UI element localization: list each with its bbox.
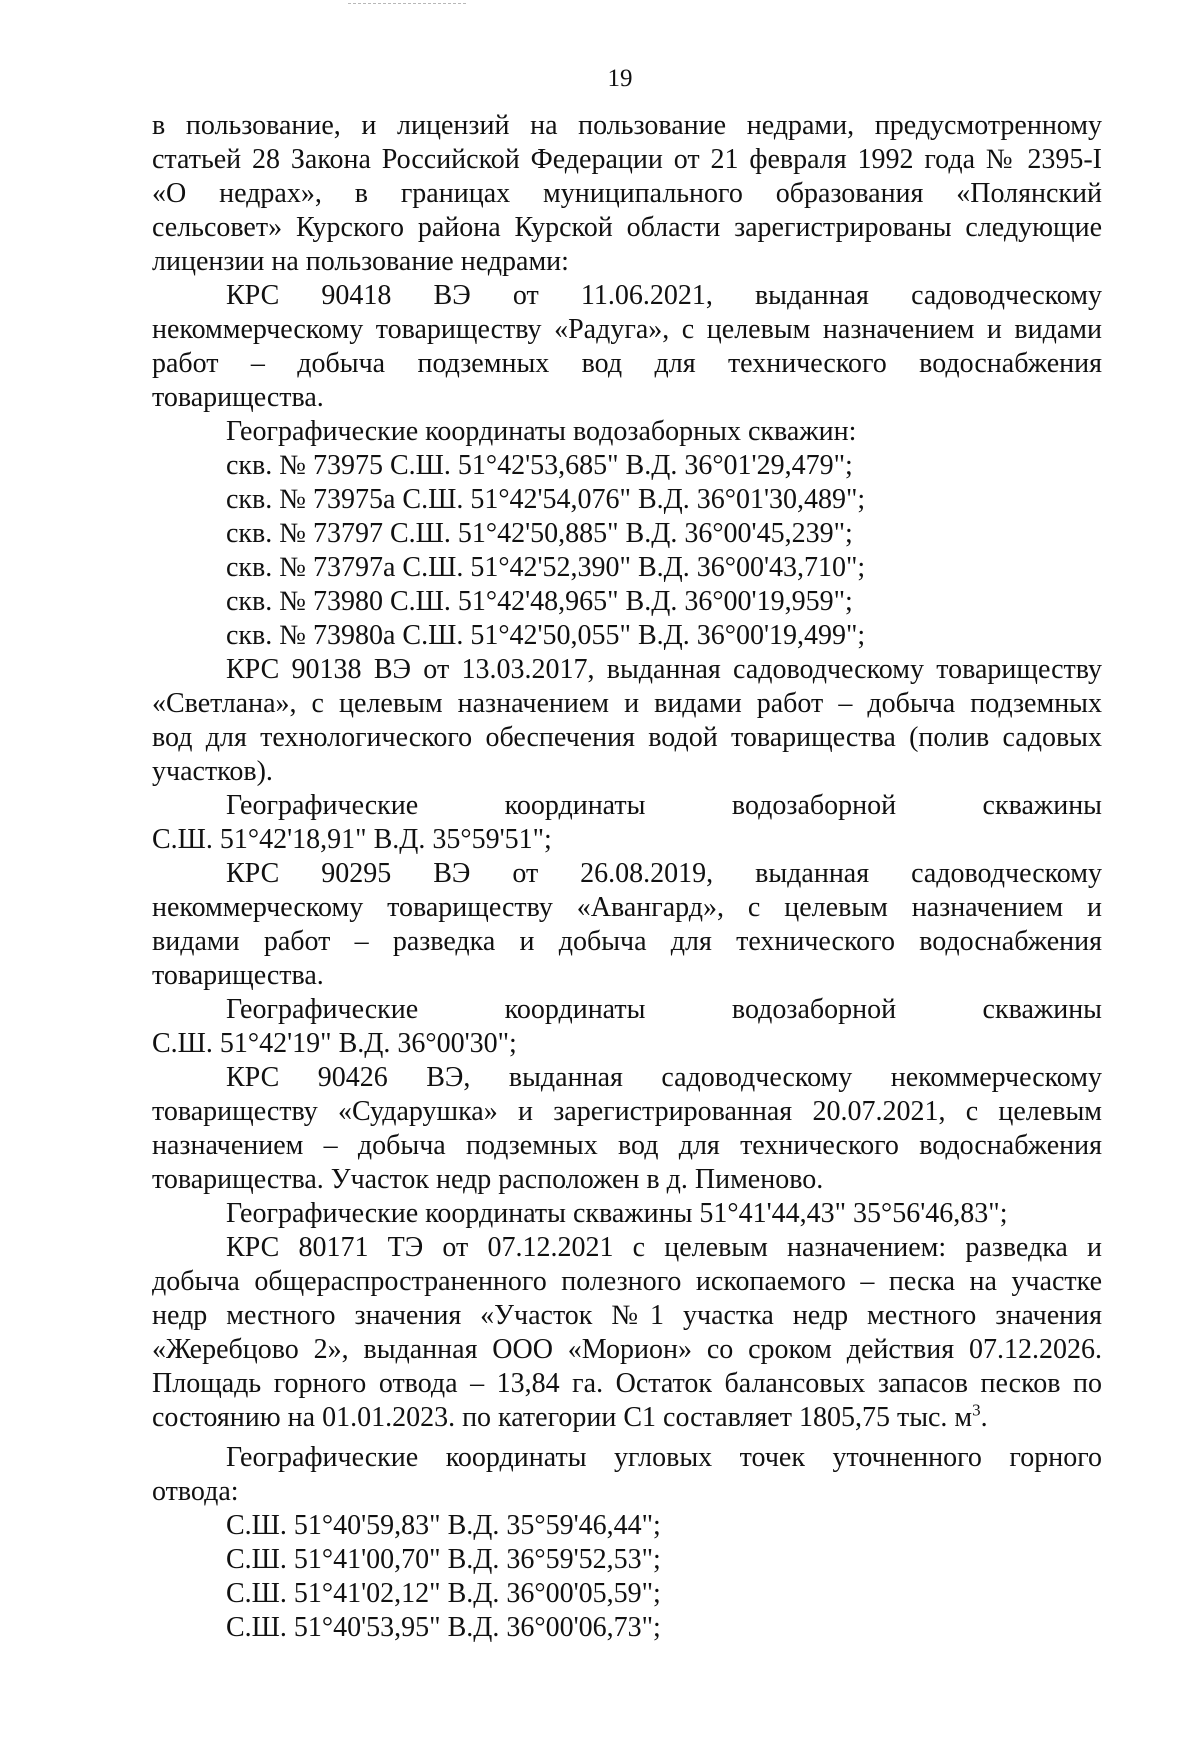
intro-line: «О недрах», в границах муниципального образования «Полянский (152, 178, 1102, 209)
intro-line: в пользование, и лицензий на пользование недрами, предусмотренному (152, 110, 1102, 141)
license-line: участков). (152, 756, 273, 787)
cubic-superscript: 3 (972, 1400, 981, 1420)
license-line: КРС 90138 ВЭ от 13.03.2017, выданная садоводческому товариществу (226, 654, 1102, 685)
intro-line: сельсовет» Курского района Курской области зарегистрированы следующие (152, 212, 1102, 243)
corner-point-coordinate: С.Ш. 51°41'02,12" В.Д. 36°00'05,59"; (226, 1578, 661, 1609)
license-radugа-paragraph (152, 279, 1102, 415)
license-line: товарищества. Участок недр расположен в д. Пименово. (152, 1164, 824, 1195)
coords-line: Географические координаты водозаборной скважины (226, 790, 1102, 821)
license-line: «Жеребцово 2», выданная ООО «Морион» со сроком действия 07.12.2026. (152, 1334, 1102, 1365)
coords-line: С.Ш. 51°42'19" В.Д. 36°00'30"; (152, 1028, 517, 1059)
license-line: назначением – добыча подземных вод для технического водоснабжения (152, 1130, 1102, 1161)
corner-point-coordinate: С.Ш. 51°40'59,83" В.Д. 35°59'46,44"; (226, 1510, 661, 1541)
license-line: некоммерческому товариществу «Авангард», с целевым назначением и (152, 892, 1102, 923)
license-line: Площадь горного отвода – 13,84 га. Остаток балансовых запасов песков по (152, 1368, 1102, 1399)
license-line: вод для технологического обеспечения водой товарищества (полив садовых (152, 722, 1102, 753)
license-line: КРС 90418 ВЭ от 11.06.2021, выданная садоводческому (226, 280, 1102, 311)
license-line: недр местного значения «Участок №1 участка недр местного значения (152, 1300, 1102, 1331)
scan-artifact-mark (348, 3, 466, 6)
coords-line: Географические координаты угловых точек уточненного горного (226, 1442, 1102, 1473)
license-line: работ – добыча подземных вод для технического водоснабжения (152, 348, 1102, 379)
license-morion-paragraph (152, 1231, 1102, 1435)
intro-line: лицензии на пользование недрами: (152, 246, 569, 277)
coords-line: С.Ш. 51°42'18,91" В.Д. 35°59'51"; (152, 824, 552, 855)
license-line: видами работ – разведка и добыча для технического водоснабжения (152, 926, 1102, 957)
wells-list (152, 415, 1102, 653)
document-body (152, 109, 1102, 1645)
license-line: КРС 90426 ВЭ, выданная садоводческому некоммерческому (226, 1062, 1102, 1093)
page-number: 19 (607, 65, 633, 92)
license-line: товарищества. (152, 960, 324, 991)
intro-paragraph (152, 109, 1102, 279)
license-line-end: . (980, 1402, 988, 1433)
corner-points-list (152, 1441, 1102, 1645)
license-line-area (152, 1401, 1102, 1435)
well-coordinate: скв. № 73797 С.Ш. 51°42'50,885" В.Д. 36°00'45,239"; (226, 518, 853, 549)
well-coordinate: скв. № 73980 С.Ш. 51°42'48,965" В.Д. 36°00'19,959"; (226, 586, 853, 617)
license-avangard-paragraph (152, 857, 1102, 1061)
coords-line: отвода: (152, 1476, 239, 1507)
license-line: добыча общераспространенного полезного ископаемого – песка на участке (152, 1266, 1102, 1297)
coords-heading: Географические координаты водозаборных скважин: (226, 416, 857, 447)
intro-line: статьей 28 Закона Российской Федерации от 21 февраля 1992 года № 2395-I (152, 144, 1102, 175)
license-line-text: состоянию на 01.01.2023. по категории С1 составляет 1805,75 тыс. м (152, 1402, 973, 1433)
license-line: товарищества. (152, 382, 324, 413)
license-sudarushka-paragraph (152, 1061, 1102, 1231)
coords-line: Географические координаты водозаборной скважины (226, 994, 1102, 1025)
corner-point-coordinate: С.Ш. 51°40'53,95" В.Д. 36°00'06,73"; (226, 1612, 661, 1643)
coords-line: Географические координаты скважины 51°41'44,43" 35°56'46,83"; (226, 1198, 1008, 1229)
corner-point-coordinate: С.Ш. 51°41'00,70" В.Д. 36°59'52,53"; (226, 1544, 661, 1575)
well-coordinate: скв. № 73797а С.Ш. 51°42'52,390" В.Д. 36°00'43,710"; (226, 552, 866, 583)
well-coordinate: скв. № 73980а С.Ш. 51°42'50,055" В.Д. 36°00'19,499"; (226, 620, 866, 651)
license-line: товариществу «Сударушка» и зарегистрированная 20.07.2021, с целевым (152, 1096, 1102, 1127)
license-line: КРС 80171 ТЭ от 07.12.2021 с целевым назначением: разведка и (226, 1232, 1102, 1263)
license-svetlana-paragraph (152, 653, 1102, 857)
license-line: «Светлана», с целевым назначением и видами работ – добыча подземных (152, 688, 1102, 719)
well-coordinate: скв. № 73975 С.Ш. 51°42'53,685" В.Д. 36°01'29,479"; (226, 450, 853, 481)
license-line: КРС 90295 ВЭ от 26.08.2019, выданная садоводческому (226, 858, 1102, 889)
well-coordinate: скв. № 73975а С.Ш. 51°42'54,076" В.Д. 36°01'30,489"; (226, 484, 866, 515)
license-line: некоммерческому товариществу «Радуга», с целевым назначением и видами (152, 314, 1102, 345)
